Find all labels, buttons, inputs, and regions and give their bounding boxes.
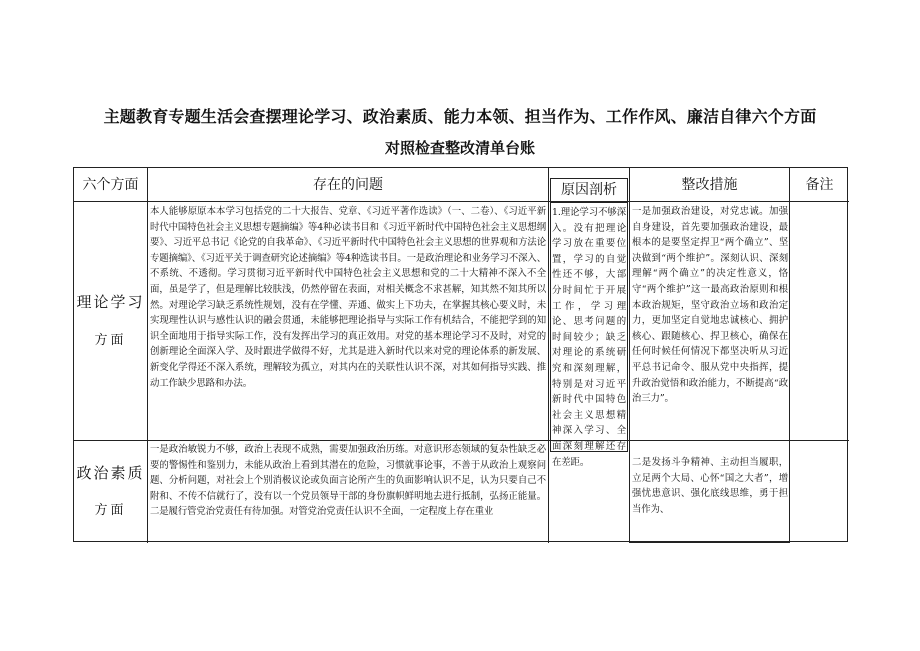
header-causes: 原因剖析 bbox=[561, 182, 617, 198]
row-aspect-label: 政治素质 bbox=[76, 464, 145, 482]
remarks-cell bbox=[791, 443, 847, 541]
document-title: 主题教育专题生活会查摆理论学习、政治素质、能力本领、担当作为、工作作风、廉洁自律六个方面 bbox=[103, 107, 817, 126]
checklist-table bbox=[73, 167, 848, 542]
document-subtitle: 对照检查整改清单台账 bbox=[384, 139, 535, 157]
header-remarks: 备注 bbox=[805, 177, 834, 193]
row-aspect-sublabel: 方面 bbox=[94, 333, 127, 348]
measures-cell: 一是加强政治建设，对党忠诚。加强自身建设，首先要加强政治建设，最根本的是要坚定捍卫“两个确立”、坚决做到“两个维护”。深刻认识、深刻理解“两个确立”的决定性意义，恪守“两个维护”这一最高政治原则和根本政治规矩，坚守政治立场和政治定力，更加坚定自觉地忠诚核心、拥护核心、跟随核心、捍卫核心，确保在任何时候任何情况下都坚决听从习近平总书记命令、服从党中央指挥，提升政治觉悟和政治能力，不断提高“政治三力”。 bbox=[632, 206, 788, 405]
header-measures: 整改措施 bbox=[681, 177, 738, 193]
header-aspect: 六个方面 bbox=[82, 177, 139, 193]
measures-cell: 二是发扬斗争精神、主动担当履职，立足两个大局、心怀“国之大者”，增强忧患意识、强化底线思维，勇于担当作为、 bbox=[632, 457, 788, 515]
problems-cell: 一是政治敏锐力不够，政治上表现不成熟，需要加强政治历练。对意识形态领域的复杂性缺乏必要的警惕性和鉴别力，未能从政治上看到其潜在的危险，习惯就事论事，不善于从政治上观察问题、分析问题，对社会上个别消极议论或负面言论所产生的负面影响认识不足，认为只要自己不附和、不传不信就行了，没有以一个党员领导干部的身份旗帜鲜明地去进行抵制，弘扬正能量。二是履行管党治党责任有待加强。对管党治党责任认识不全面，一定程度上存在重业 bbox=[150, 444, 546, 518]
header-problems: 存在的问题 bbox=[313, 177, 383, 193]
problems-cell: 本人能够原原本本学习包括党的二十大报告、党章、《习近平著作选读》（一、二卷）、《习近平新时代中国特色社会主义思想专题摘编》等4种必读书目和《习近平新时代中国特色社会主义思想纲要》、习近平总书记《论党的自我革命》、《习近平新时代中国特色社会主义思想的世界观和方法论专题摘编》、《习近平关于调查研究论述摘编》等4种选读书目。一是政治理论和业务学习不深入、不系统、不透彻。学习贯彻习近平新时代中国特色社会主义思想和党的二十大精神不深入不全面，虽是学了，但是理解比较肤浅，仍然停留在表面，对相关概念不求甚解，知其然不知其所以然。对理论学习缺乏系统性规划，没有在学懂、弄通、做实上下功夫，在掌握其核心要义时，未实现理性认识与感性认识的融会贯通，未能够把理论指导与实际工作有机结合，不能把学到的知识全面地用于指导实际工作，没有发挥出学习的真正效用。对党的基本理论学习不及时，对党的创新理论全面深入学、及时跟进学做得不好，尤其是进入新时代以来对党的理论体系的新发展、新变化学得还不深入系统，理解较为孤立，对其内在的关联性认识不深，对其如何指导实践、推动工作缺少思路和办法。 bbox=[150, 206, 546, 389]
remarks-cell bbox=[791, 204, 847, 438]
row-aspect-label: 理论学习 bbox=[76, 293, 145, 311]
row-aspect-sublabel: 方面 bbox=[94, 503, 127, 518]
causes-cell: 1.理论学习不够深入。没有把理论学习放在重要位置，学习的自觉性还不够，大部分时间忙于开展工作，学习理论、思考问题的时间较少；缺乏对理论的系统研究和深刻理解，特别是对习近平新时代中国特色社会主义思想精神深入学习、全面深刻理解还存在差距。 bbox=[552, 207, 626, 468]
